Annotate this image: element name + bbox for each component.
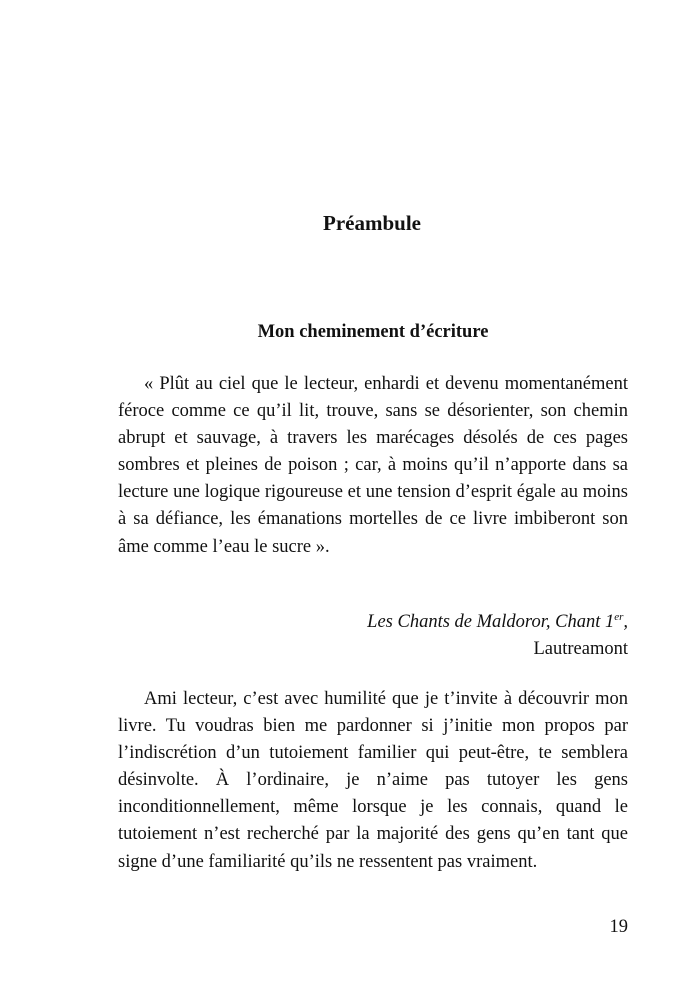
attribution-trailing-comma: , (623, 612, 628, 632)
page-number: 19 (609, 917, 628, 937)
attribution-work-title: Les Chants de Maldoror, Chant 1 (367, 612, 615, 632)
attribution-author: Lautreamont (533, 639, 628, 659)
section-title: Mon cheminement d’écriture (257, 322, 489, 342)
attribution-work (367, 612, 628, 632)
chapter-title: Préambule (323, 211, 421, 235)
epigraph-quote: « Plût au ciel que le lecteur, enhardi et devenu momentanément féroce comme ce qu’il lit, trouve, sans se désorienter, son chemin abrupt et sauvage, à travers les marécages désolés de ces pages sombres et pleines de poison ; car, à moins qu’il n’apporte dans sa lecture une logique rigoureuse et une tension d’esprit égale au moins à sa défiance, les émanations mortelles de ce livre imbiberont son âme comme l’eau le sucre ». (118, 374, 628, 557)
attribution-superscript: er (614, 610, 624, 623)
body-paragraph: Ami lecteur, c’est avec humilité que je t’invite à découvrir mon livre. Tu voudras bien me pardonner si j’initie mon propos par l’indiscrétion d’un tutoiement familier qui peut-être, te semblera désinvolte. À l’ordinaire, je n’aime pas tutoyer les gens inconditionnellement, même lorsque je les connais, quand le tutoiement n’est recherché par la majorité des gens qu’en tant que signe d’une familiarité qu’ils ne ressentent pas vraiment. (118, 689, 628, 872)
epigraph-attribution (118, 609, 628, 663)
attribution-work-line (118, 609, 628, 636)
